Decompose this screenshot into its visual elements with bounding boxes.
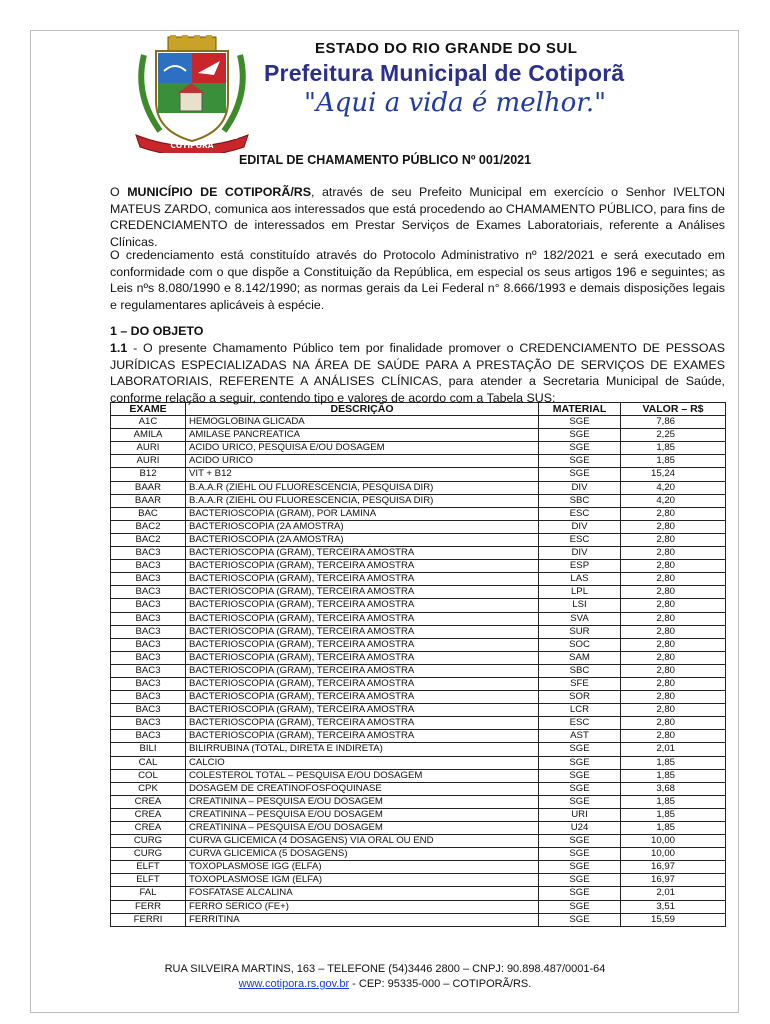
header-descricao: DESCRIÇÃO (186, 403, 539, 416)
cell-exame: BAC3 (111, 704, 186, 717)
table-body (111, 416, 726, 927)
cell-material: SGE (539, 782, 621, 795)
cell-descricao: TOXOPLASMOSE IGG (ELFA) (186, 861, 539, 874)
cell-material: ESP (539, 560, 621, 573)
crest-year-left: 18-05 (148, 135, 164, 141)
cell-material: SGE (539, 887, 621, 900)
cell-descricao: B.A.A.R (ZIEHL OU FLUORESCENCIA, PESQUISA DIR) (186, 481, 539, 494)
cell-valor: 4,20 (621, 481, 726, 494)
cell-descricao: BACTERIOSCOPIA (GRAM), TERCEIRA AMOSTRA (186, 730, 539, 743)
table-row (111, 887, 726, 900)
slogan: "Aqui a vida é melhor." (304, 88, 607, 118)
table-row (111, 664, 726, 677)
cell-material: ESC (539, 533, 621, 546)
cell-material: ESC (539, 717, 621, 730)
cell-exame: FERR (111, 900, 186, 913)
cell-descricao: BACTERIOSCOPIA (GRAM), TERCEIRA AMOSTRA (186, 664, 539, 677)
cell-material: DIV (539, 547, 621, 560)
cell-exame: BAC3 (111, 599, 186, 612)
cell-descricao: ACIDO URICO, PESQUISA E/OU DOSAGEM (186, 442, 539, 455)
cell-descricao: AMILASE PANCREATICA (186, 429, 539, 442)
cell-valor: 3,51 (621, 900, 726, 913)
cell-material: SGE (539, 769, 621, 782)
table-row (111, 520, 726, 533)
cell-valor: 2,80 (621, 599, 726, 612)
cell-descricao: CREATININA – PESQUISA E/OU DOSAGEM (186, 808, 539, 821)
cell-descricao: ACIDO URICO (186, 455, 539, 468)
prefeitura-title: Prefeitura Municipal de Cotiporã (264, 60, 625, 86)
table-row (111, 730, 726, 743)
table-row (111, 769, 726, 782)
table-row (111, 638, 726, 651)
cell-descricao: BACTERIOSCOPIA (GRAM), TERCEIRA AMOSTRA (186, 625, 539, 638)
cell-descricao: CURVA GLICEMICA (5 DOSAGENS) (186, 848, 539, 861)
cell-exame: CREA (111, 795, 186, 808)
intro-prefix: O (110, 185, 128, 199)
table-row (111, 455, 726, 468)
legal-basis-paragraph: O credenciamento está constituído através do Protocolo Administrativo nº 182/2021 e será executado em conformidade com o que dispõe a Constituição da República, em especial os seus artigos 196 e seguintes; as Leis nºs 8.080/1990 e 8.142/1990; as normas gerais da Lei Federal n° 8.666/1993 e demais disposições legais e regulamentares aplicáveis à espécie. (110, 248, 725, 312)
cell-descricao: COLESTEROL TOTAL – PESQUISA E/OU DOSAGEM (186, 769, 539, 782)
object-number: 1.1 (110, 341, 128, 355)
cell-valor: 2,80 (621, 651, 726, 664)
cell-descricao: BILIRRUBINA (TOTAL, DIRETA E INDIRETA) (186, 743, 539, 756)
table-row (111, 494, 726, 507)
cell-exame: BAC3 (111, 717, 186, 730)
cell-descricao: BACTERIOSCOPIA (GRAM), TERCEIRA AMOSTRA (186, 586, 539, 599)
cell-valor: 1,85 (621, 442, 726, 455)
table-row (111, 900, 726, 913)
cell-descricao: FOSFATASE ALCALINA (186, 887, 539, 900)
cell-exame: FAL (111, 887, 186, 900)
cell-material: SBC (539, 494, 621, 507)
cell-material: SGE (539, 455, 621, 468)
cell-valor: 2,80 (621, 586, 726, 599)
cell-exame: COL (111, 769, 186, 782)
table-row (111, 756, 726, 769)
exams-table (110, 402, 726, 927)
cell-descricao: TOXOPLASMOSE IGM (ELFA) (186, 874, 539, 887)
cell-valor: 2,80 (621, 638, 726, 651)
cell-descricao: BACTERIOSCOPIA (GRAM), TERCEIRA AMOSTRA (186, 691, 539, 704)
cell-exame: BILI (111, 743, 186, 756)
cell-descricao: VIT + B12 (186, 468, 539, 481)
table-row (111, 861, 726, 874)
cell-exame: CURG (111, 835, 186, 848)
table-row (111, 913, 726, 926)
cell-exame: BAC3 (111, 612, 186, 625)
cell-valor: 2,80 (621, 547, 726, 560)
cell-exame: BAC3 (111, 560, 186, 573)
cell-descricao: BACTERIOSCOPIA (GRAM), TERCEIRA AMOSTRA (186, 677, 539, 690)
table-row (111, 560, 726, 573)
cell-exame: CPK (111, 782, 186, 795)
table-row (111, 848, 726, 861)
cell-exame: BAC2 (111, 533, 186, 546)
cell-material: SAM (539, 651, 621, 664)
table-row (111, 704, 726, 717)
intro-rest: , através de seu Prefeito Municipal em exercício o Senhor IVELTON MATEUS ZARDO, comunica aos interessados que está procedendo ao CHAMAMENTO PÚBLICO, para fins de CREDENCIAMENTO de interessados em Prestar Serviços de Exames Laboratoriais, referente a Análises Clínicas. (110, 185, 725, 249)
cell-exame: BAC3 (111, 691, 186, 704)
cell-descricao: CALCIO (186, 756, 539, 769)
cell-exame: BAC3 (111, 573, 186, 586)
table-row (111, 822, 726, 835)
cell-material: SGE (539, 861, 621, 874)
cell-exame: BAC3 (111, 586, 186, 599)
cell-material: DIV (539, 520, 621, 533)
cell-material: SGE (539, 468, 621, 481)
cell-exame: BAC3 (111, 638, 186, 651)
cell-exame: BAC3 (111, 547, 186, 560)
cell-valor: 15,59 (621, 913, 726, 926)
website-link[interactable]: www.cotipora.rs.gov.br (238, 978, 350, 990)
cell-exame: B12 (111, 468, 186, 481)
cell-descricao: BACTERIOSCOPIA (GRAM), TERCEIRA AMOSTRA (186, 651, 539, 664)
cell-valor: 2,01 (621, 887, 726, 900)
cell-descricao: BACTERIOSCOPIA (GRAM), TERCEIRA AMOSTRA (186, 560, 539, 573)
cell-exame: CREA (111, 808, 186, 821)
cell-descricao: B.A.A.R (ZIEHL OU FLUORESCENCIA, PESQUISA DIR) (186, 494, 539, 507)
cell-descricao: CURVA GLICEMICA (4 DOSAGENS) VIA ORAL OU END (186, 835, 539, 848)
cell-descricao: FERRO SERICO (FE+) (186, 900, 539, 913)
cell-material: SGE (539, 913, 621, 926)
cell-exame: CREA (111, 822, 186, 835)
cell-exame: BAC3 (111, 664, 186, 677)
cell-valor: 2,80 (621, 730, 726, 743)
cell-valor: 2,80 (621, 704, 726, 717)
section-title: 1 – DO OBJETO (110, 324, 204, 338)
cell-descricao: BACTERIOSCOPIA (GRAM), TERCEIRA AMOSTRA (186, 704, 539, 717)
footer-cep: - CEP: 95335-000 – COTIPORÃ/RS. (349, 978, 532, 990)
cell-exame: AMILA (111, 429, 186, 442)
cell-material: DIV (539, 481, 621, 494)
cell-descricao: BACTERIOSCOPIA (GRAM), POR LAMINA (186, 507, 539, 520)
cell-material: ESC (539, 507, 621, 520)
table-row (111, 795, 726, 808)
cell-valor: 1,85 (621, 769, 726, 782)
cell-descricao: BACTERIOSCOPIA (GRAM), TERCEIRA AMOSTRA (186, 547, 539, 560)
table-row (111, 507, 726, 520)
cell-descricao: BACTERIOSCOPIA (2A AMOSTRA) (186, 520, 539, 533)
footer (0, 962, 770, 992)
table-row (111, 481, 726, 494)
state-title: ESTADO DO RIO GRANDE DO SUL (315, 40, 578, 57)
table-row (111, 625, 726, 638)
header-exame: EXAME (111, 403, 186, 416)
crest-year-right: 1962 (224, 135, 238, 141)
cell-exame: AURI (111, 455, 186, 468)
cell-exame: BAC2 (111, 520, 186, 533)
cell-material: LSI (539, 599, 621, 612)
cell-material: SOC (539, 638, 621, 651)
table-row (111, 586, 726, 599)
table-row (111, 835, 726, 848)
cell-material: SUR (539, 625, 621, 638)
municipal-crest-logo (130, 35, 254, 153)
cell-material: SOR (539, 691, 621, 704)
table-row (111, 533, 726, 546)
cell-material: AST (539, 730, 621, 743)
cell-exame: BAC (111, 507, 186, 520)
table-row (111, 651, 726, 664)
cell-exame: A1C (111, 416, 186, 429)
cell-material: SGE (539, 795, 621, 808)
crest-ribbon-text: COTIPORÃ (170, 141, 214, 150)
cell-valor: 2,80 (621, 691, 726, 704)
cell-exame: ELFT (111, 874, 186, 887)
cell-descricao: CREATININA – PESQUISA E/OU DOSAGEM (186, 795, 539, 808)
cell-material: SGE (539, 756, 621, 769)
table-header-row (111, 403, 726, 416)
footer-line2 (0, 977, 770, 992)
cell-valor: 1,85 (621, 808, 726, 821)
cell-descricao: BACTERIOSCOPIA (GRAM), TERCEIRA AMOSTRA (186, 599, 539, 612)
cell-material: U24 (539, 822, 621, 835)
table-row (111, 782, 726, 795)
table-row (111, 808, 726, 821)
municipality-name: MUNICÍPIO DE COTIPORÃ/RS (127, 185, 311, 199)
cell-valor: 4,20 (621, 494, 726, 507)
cell-exame: BAC3 (111, 677, 186, 690)
cell-descricao: DOSAGEM DE CREATINOFOSFOQUINASE (186, 782, 539, 795)
cell-material: SGE (539, 429, 621, 442)
cell-material: SFE (539, 677, 621, 690)
table-row (111, 547, 726, 560)
intro-paragraph (110, 184, 725, 250)
cell-valor: 2,80 (621, 717, 726, 730)
cell-valor: 3,68 (621, 782, 726, 795)
table-row (111, 677, 726, 690)
edital-title: EDITAL DE CHAMAMENTO PÚBLICO Nº 001/2021 (238, 153, 532, 167)
cell-valor: 2,25 (621, 429, 726, 442)
cell-material: LAS (539, 573, 621, 586)
cell-valor: 2,80 (621, 520, 726, 533)
cell-descricao: BACTERIOSCOPIA (2A AMOSTRA) (186, 533, 539, 546)
cell-valor: 10,00 (621, 848, 726, 861)
table-row (111, 874, 726, 887)
cell-valor: 2,80 (621, 677, 726, 690)
cell-valor: 2,80 (621, 612, 726, 625)
cell-valor: 2,80 (621, 507, 726, 520)
cell-exame: FERRI (111, 913, 186, 926)
cell-valor: 2,80 (621, 573, 726, 586)
cell-valor: 2,80 (621, 625, 726, 638)
cell-material: SGE (539, 900, 621, 913)
table-row (111, 416, 726, 429)
cell-exame: BAC3 (111, 730, 186, 743)
cell-exame: ELFT (111, 861, 186, 874)
cell-valor: 2,80 (621, 664, 726, 677)
cell-descricao: BACTERIOSCOPIA (GRAM), TERCEIRA AMOSTRA (186, 573, 539, 586)
cell-valor: 15,24 (621, 468, 726, 481)
cell-valor: 1,85 (621, 822, 726, 835)
cell-valor: 2,80 (621, 560, 726, 573)
cell-valor: 1,85 (621, 756, 726, 769)
cell-exame: CAL (111, 756, 186, 769)
footer-address: RUA SILVEIRA MARTINS, 163 – TELEFONE (54)3446 2800 – CNPJ: 90.898.487/0001-64 (164, 963, 606, 975)
cell-valor: 2,80 (621, 533, 726, 546)
header-material: MATERIAL (539, 403, 621, 416)
cell-valor: 10,00 (621, 835, 726, 848)
cell-descricao: BACTERIOSCOPIA (GRAM), TERCEIRA AMOSTRA (186, 612, 539, 625)
table-row (111, 612, 726, 625)
cell-valor: 7,86 (621, 416, 726, 429)
cell-exame: BAC3 (111, 625, 186, 638)
cell-valor: 16,97 (621, 861, 726, 874)
cell-exame: CURG (111, 848, 186, 861)
object-text: - O presente Chamamento Público tem por finalidade promover o CREDENCIAMENTO DE PESSOAS JURÍDICAS ESPECIALIZADAS NA ÁREA DE SAÚDE PARA A PRESTAÇÃO DE SERVIÇOS DE EXAMES LABORATORIAIS, REFERENTE A ANÁLISES CLÍNICAS, para atender a Secretaria Municipal de Saúde, conforme relação a seguir, contendo tipo e valores de acordo com a Tabela SUS: (110, 341, 725, 405)
cell-exame: BAC3 (111, 651, 186, 664)
table-row (111, 743, 726, 756)
table-row (111, 599, 726, 612)
cell-exame: AURI (111, 442, 186, 455)
cell-descricao: BACTERIOSCOPIA (GRAM), TERCEIRA AMOSTRA (186, 717, 539, 730)
header-valor: VALOR – R$ (621, 403, 726, 416)
cell-material: LCR (539, 704, 621, 717)
cell-material: SGE (539, 835, 621, 848)
cell-material: SBC (539, 664, 621, 677)
cell-exame: BAAR (111, 481, 186, 494)
cell-valor: 1,85 (621, 455, 726, 468)
cell-material: SGE (539, 848, 621, 861)
cell-material: URI (539, 808, 621, 821)
table-row (111, 442, 726, 455)
cell-valor: 16,97 (621, 874, 726, 887)
table-row (111, 468, 726, 481)
cell-material: LPL (539, 586, 621, 599)
cell-descricao: HEMOGLOBINA GLICADA (186, 416, 539, 429)
cell-material: SGE (539, 416, 621, 429)
table-row (111, 717, 726, 730)
table-row (111, 691, 726, 704)
cell-descricao: CREATININA – PESQUISA E/OU DOSAGEM (186, 822, 539, 835)
cell-valor: 2,01 (621, 743, 726, 756)
table-row (111, 573, 726, 586)
cell-material: SGE (539, 874, 621, 887)
cell-material: SVA (539, 612, 621, 625)
cell-material: SGE (539, 743, 621, 756)
cell-material: SGE (539, 442, 621, 455)
cell-descricao: BACTERIOSCOPIA (GRAM), TERCEIRA AMOSTRA (186, 638, 539, 651)
object-paragraph (110, 340, 725, 406)
cell-exame: BAAR (111, 494, 186, 507)
cell-valor: 1,85 (621, 795, 726, 808)
table-row (111, 429, 726, 442)
cell-descricao: FERRITINA (186, 913, 539, 926)
